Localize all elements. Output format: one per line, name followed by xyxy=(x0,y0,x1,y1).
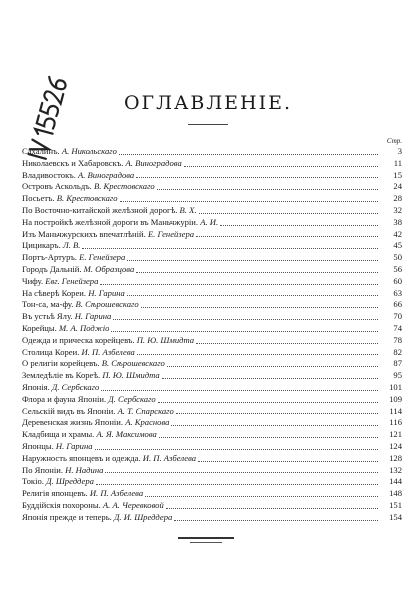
dot-leader xyxy=(113,318,378,320)
toc-entry-text xyxy=(22,170,134,182)
toc-entry-title: Буддійскія похороны. xyxy=(22,499,101,510)
toc-entry-author: Е. Генейзера xyxy=(147,228,195,239)
dot-leader xyxy=(220,224,378,226)
toc-entry xyxy=(22,170,402,182)
toc-entry-title: Посьетъ. xyxy=(22,193,55,204)
toc-entry-title: Владивостокъ. xyxy=(22,169,76,180)
toc-entry-author: А. Никольскаго xyxy=(61,146,117,156)
toc-entry-text xyxy=(22,146,117,158)
toc-entry-text xyxy=(22,181,155,193)
toc-entry-text xyxy=(22,382,99,394)
toc-entry-title: Чифу. xyxy=(22,275,44,286)
toc-entry-author: В. Сѣрошевскаго xyxy=(75,299,139,310)
toc-entry-title: Столица Кореи. xyxy=(22,346,80,357)
toc-entry-page: 45 xyxy=(393,240,402,251)
toc-entry-text xyxy=(22,453,196,465)
toc-entry-title: Цицикаръ. xyxy=(22,240,61,251)
toc-entry-title: Японія. xyxy=(22,381,50,392)
toc-entry-text xyxy=(22,370,160,382)
toc-entry-page: 78 xyxy=(393,334,402,345)
dot-leader xyxy=(166,507,378,509)
toc-entry-title: На сѣверѣ Кореи. xyxy=(22,287,87,298)
dot-leader xyxy=(145,495,378,497)
toc-entry xyxy=(22,158,402,170)
dot-leader xyxy=(111,330,378,332)
toc-entry-page: 70 xyxy=(393,311,402,322)
dot-leader xyxy=(96,483,378,485)
toc-entry xyxy=(22,347,402,359)
toc-entry-title: Въ устьѣ Ялу. xyxy=(22,311,73,322)
dot-leader xyxy=(198,460,378,462)
toc-entry-title: По Японіи. xyxy=(22,464,64,475)
toc-entry-page: 116 xyxy=(389,417,402,428)
toc-entry-author: И. П. Азбелева xyxy=(89,488,144,499)
toc-entry-author: М. Образцова xyxy=(83,263,135,274)
toc-entry-author: А. Виноградова xyxy=(78,169,135,180)
toc-entry-author: Л. В. xyxy=(62,240,81,251)
toc-entry-text xyxy=(22,465,103,477)
toc-entry-text xyxy=(22,311,111,323)
dot-leader xyxy=(158,401,378,403)
toc-entry-author: А. И. xyxy=(200,216,219,227)
toc-entry-page: 38 xyxy=(393,216,402,227)
toc-entry-text xyxy=(22,347,135,359)
end-rule xyxy=(178,537,234,539)
toc-entry-author: А. А. Черевковой xyxy=(102,499,164,510)
toc-entry xyxy=(22,358,402,370)
dot-leader xyxy=(141,306,378,308)
toc-entry-page: 60 xyxy=(393,275,402,286)
toc-entry-text xyxy=(22,394,156,406)
toc-entry-author: В. Х. xyxy=(179,204,197,215)
toc-entry xyxy=(22,299,402,311)
toc-entry-author: В. Крестовскаго xyxy=(56,193,118,204)
toc-entry-author: М. А. Поджіо xyxy=(59,322,110,333)
toc-entry-author: П. Ю. Шмидта xyxy=(136,334,195,345)
toc-entry-text xyxy=(22,429,157,441)
toc-entry-author: Д. Шреддера xyxy=(46,476,94,487)
toc-entry xyxy=(22,240,402,252)
toc-entry-title: Земледѣліе въ Кореѣ. xyxy=(22,370,101,381)
toc-entry-author: Н. Гарина xyxy=(74,311,112,322)
toc-entry-page: 101 xyxy=(389,381,402,392)
toc-entry-title: Токіо. xyxy=(22,476,44,487)
toc-entry-title: Тон-са, ма-фу. xyxy=(22,299,74,310)
dot-leader xyxy=(101,389,378,391)
toc-entry-text xyxy=(22,512,172,524)
dot-leader xyxy=(176,412,378,414)
toc-entry-page: 151 xyxy=(389,499,402,510)
toc-entry xyxy=(22,217,402,229)
toc-entry-author: Е. Генейзера xyxy=(79,252,126,263)
dot-leader xyxy=(162,377,378,379)
dot-leader xyxy=(159,436,378,438)
toc-entry-author: Д. Сербскаго xyxy=(51,381,100,392)
toc-entry xyxy=(22,311,402,323)
toc-entry xyxy=(22,476,402,488)
toc-entry-author: И. П. Азбелева xyxy=(142,452,197,463)
toc-entry-author: А. Виноградова xyxy=(125,157,182,168)
toc-entry-page: 109 xyxy=(389,393,402,404)
toc-entry-title: Японцы. xyxy=(22,440,54,451)
toc-entry-text xyxy=(22,335,194,347)
toc-entry-title: Городъ Дальній. xyxy=(22,263,82,274)
toc-entry-title: Островъ Аскольдъ. xyxy=(22,181,92,192)
toc-entry-author: А. Краснова xyxy=(125,417,170,428)
toc-entry-text xyxy=(22,240,80,252)
toc-entry xyxy=(22,181,402,193)
toc-entry-page: 66 xyxy=(393,299,402,310)
toc-entry-text xyxy=(22,252,125,264)
dot-leader xyxy=(119,153,378,155)
toc-entry-title: Деревенская жизнь Японіи. xyxy=(22,417,124,428)
toc-entry-author: В. Крестовскаго xyxy=(93,181,155,192)
toc-entry-text xyxy=(22,276,98,288)
page-column-label: Стр. xyxy=(386,137,402,145)
dot-leader xyxy=(105,471,378,473)
dot-leader xyxy=(157,188,378,190)
toc-entry-text xyxy=(22,358,165,370)
dot-leader xyxy=(171,424,378,426)
toc-entry-title: Сахалинъ. xyxy=(22,146,60,156)
toc-entry-text xyxy=(22,323,109,335)
toc-entry-page: 114 xyxy=(389,405,402,416)
toc-entry xyxy=(22,252,402,264)
toc-entry xyxy=(22,193,402,205)
dot-leader xyxy=(167,365,378,367)
toc-entry-text xyxy=(22,406,174,418)
toc-entry-author: Н. Надина xyxy=(65,464,104,475)
toc-entry-title: Портъ-Артуръ. xyxy=(22,252,77,263)
toc-entry-page: 11 xyxy=(393,157,402,168)
toc-entry-page: 50 xyxy=(393,252,402,263)
toc-entry-text xyxy=(22,417,169,429)
toc-entry-author: Д. И. Шреддера xyxy=(113,511,173,522)
toc-entry-author: А. Т. Спарскаго xyxy=(117,405,174,416)
toc-entry-text xyxy=(22,229,194,241)
toc-entry-text xyxy=(22,193,118,205)
toc-entry xyxy=(22,429,402,441)
toc-entry xyxy=(22,205,402,217)
toc-entry xyxy=(22,488,402,500)
toc-entry xyxy=(22,406,402,418)
toc-entry-author: В. Сѣрошевскаго xyxy=(101,358,165,369)
toc-entry-text xyxy=(22,476,94,488)
toc-entry-page: 42 xyxy=(393,228,402,239)
toc-entry-text xyxy=(22,205,197,217)
toc-entry xyxy=(22,465,402,477)
toc-entry-page: 32 xyxy=(393,204,402,215)
toc-entry-title: Николаевскъ и Хабаровскъ. xyxy=(22,157,124,168)
dot-leader xyxy=(196,235,378,237)
toc-entry-page: 132 xyxy=(389,464,402,475)
toc-entry-author: А. Я. Максимова xyxy=(96,429,157,440)
dot-leader xyxy=(120,200,378,202)
toc-entry xyxy=(22,500,402,512)
toc-entry xyxy=(22,146,402,158)
toc-entry xyxy=(22,453,402,465)
toc-entry-title: О религіи корейцевъ. xyxy=(22,358,100,369)
toc-entry-title: Изъ Маньчжурскихъ впечатлѣній. xyxy=(22,228,146,239)
toc-entry-title: На постройкѣ желѣзной дороги въ Маньчжуріи. xyxy=(22,216,199,227)
toc-entry-author: Евг. Генейзера xyxy=(45,275,99,286)
toc-entry-author: И. П. Азбелева xyxy=(81,346,135,357)
toc-entry-text xyxy=(22,441,93,453)
toc-entry-page: 124 xyxy=(389,440,402,451)
dot-leader xyxy=(136,176,378,178)
toc-entry-page: 3 xyxy=(397,146,402,156)
toc-entry-page: 95 xyxy=(393,370,402,381)
toc-entry-title: Религія японцевъ. xyxy=(22,488,88,499)
page-title: ОГЛАВЛЕНІЕ. xyxy=(123,92,293,114)
dot-leader xyxy=(100,283,378,285)
dot-leader xyxy=(127,294,378,296)
toc-entry-page: 82 xyxy=(393,346,402,357)
toc-entry xyxy=(22,382,402,394)
toc-entry-page: 15 xyxy=(393,169,402,180)
toc-entry-title: Флора и фауна Японіи. xyxy=(22,393,107,404)
toc-entry-page: 56 xyxy=(393,263,402,274)
toc-entry-page: 28 xyxy=(393,193,402,204)
toc-entry-author: П. Ю. Шмидта xyxy=(102,370,160,381)
toc-entry-page: 24 xyxy=(393,181,402,192)
toc-entry-title: Одежда и прическа корейцевъ. xyxy=(22,334,135,345)
toc-entry-page: 144 xyxy=(389,476,402,487)
toc-entry-author: Н. Гарина xyxy=(88,287,125,298)
end-rule-short xyxy=(190,542,222,543)
title-underline xyxy=(188,124,228,126)
toc-entry-title: Японія прежде и теперь. xyxy=(22,511,112,522)
toc-entry-page: 87 xyxy=(393,358,402,369)
toc-entry xyxy=(22,441,402,453)
toc-entry xyxy=(22,417,402,429)
toc-entry-page: 128 xyxy=(389,452,402,463)
toc-entry xyxy=(22,323,402,335)
dot-leader xyxy=(137,353,378,355)
toc-entry-title: Корейцы. xyxy=(22,322,57,333)
toc-entry xyxy=(22,370,402,382)
dot-leader xyxy=(127,259,378,261)
toc-entry xyxy=(22,335,402,347)
dot-leader xyxy=(95,448,378,450)
toc-entry-text xyxy=(22,217,218,229)
table-of-contents xyxy=(22,146,402,524)
dot-leader xyxy=(174,519,378,521)
toc-entry-page: 148 xyxy=(389,488,402,499)
toc-entry xyxy=(22,512,402,524)
toc-entry-title: Сельскій видъ въ Японіи. xyxy=(22,405,116,416)
toc-entry xyxy=(22,276,402,288)
toc-entry xyxy=(22,229,402,241)
dot-leader xyxy=(184,165,378,167)
toc-entry-title: Кладбища и храмы. xyxy=(22,429,95,440)
toc-entry-title: По Восточно-китайской желѣзной дорогѣ. xyxy=(22,204,178,215)
dot-leader xyxy=(199,212,379,214)
toc-entry-page: 154 xyxy=(389,511,402,522)
toc-entry-author: Д. Сербскаго xyxy=(108,393,156,404)
toc-entry-page: 74 xyxy=(393,322,402,333)
toc-entry-text xyxy=(22,500,164,512)
toc-entry-text xyxy=(22,158,182,170)
toc-entry-text xyxy=(22,488,143,500)
toc-entry-text xyxy=(22,288,125,300)
toc-entry xyxy=(22,264,402,276)
toc-entry-text xyxy=(22,299,139,311)
toc-entry xyxy=(22,288,402,300)
toc-entry-page: 121 xyxy=(389,429,402,440)
dot-leader xyxy=(196,342,378,344)
toc-entry xyxy=(22,394,402,406)
toc-entry-page: 63 xyxy=(393,287,402,298)
dot-leader xyxy=(136,271,378,273)
dot-leader xyxy=(82,247,378,249)
toc-entry-title: Наружность японцевъ и одежда. xyxy=(22,452,141,463)
toc-entry-author: Н. Гарина xyxy=(55,440,93,451)
toc-entry-text xyxy=(22,264,134,276)
